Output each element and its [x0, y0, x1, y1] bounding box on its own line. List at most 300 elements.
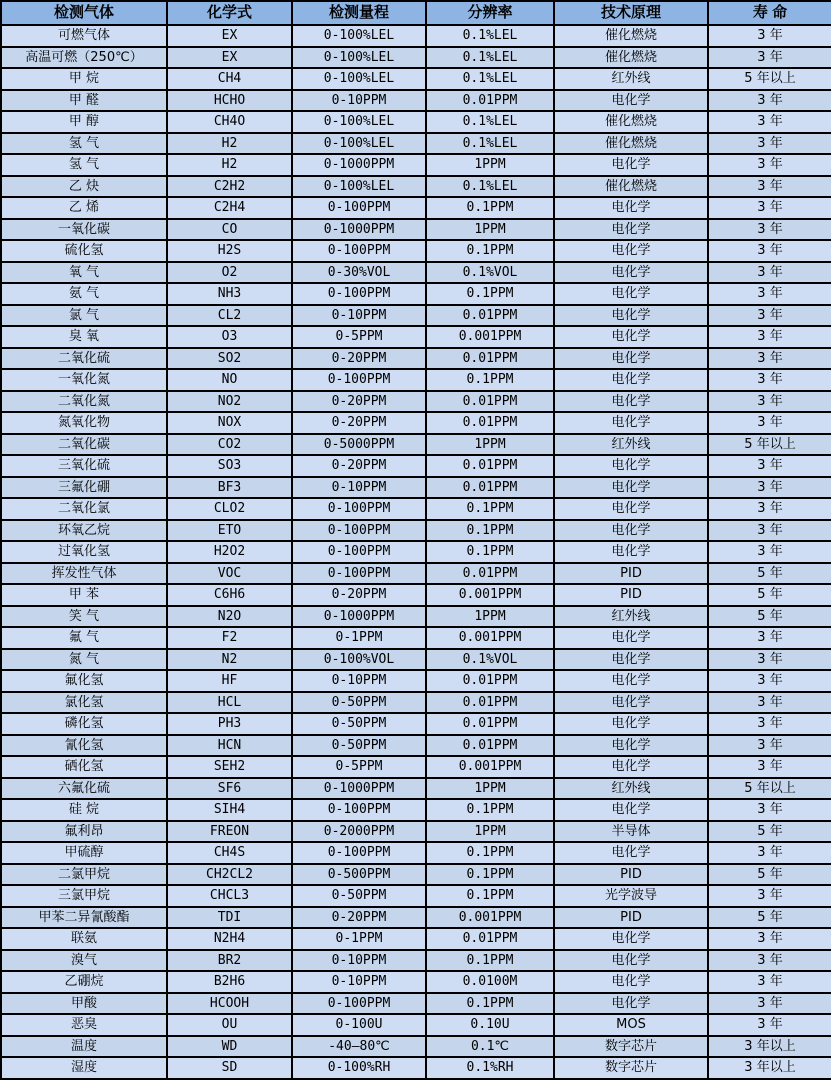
cell-resolution: 0.1PPM: [426, 283, 554, 305]
cell-resolution: 1PPM: [426, 778, 554, 800]
cell-resolution: 0.1%VOL: [426, 262, 554, 284]
cell-chemical-formula: O3: [167, 326, 292, 348]
cell-tech-principle: 电化学: [554, 799, 708, 821]
table-row: [1, 563, 831, 585]
cell-chemical-formula: CO2: [167, 434, 292, 456]
cell-lifespan: 3 年: [708, 305, 831, 327]
cell-tech-principle: 催化燃烧: [554, 25, 708, 47]
table-row: [1, 412, 831, 434]
cell-lifespan: 3 年: [708, 154, 831, 176]
cell-gas-name: 氟化氢: [1, 670, 167, 692]
cell-gas-name: 二氧化氮: [1, 391, 167, 413]
cell-tech-principle: 电化学: [554, 993, 708, 1015]
cell-gas-name: 湿度: [1, 1057, 167, 1079]
cell-detection-range: 0-2000PPM: [292, 821, 426, 843]
cell-chemical-formula: C2H2: [167, 176, 292, 198]
cell-lifespan: 3 年: [708, 133, 831, 155]
cell-lifespan: 5 年以上: [708, 778, 831, 800]
table-row: [1, 133, 831, 155]
cell-gas-name: 氯化氢: [1, 692, 167, 714]
cell-detection-range: 0-100%LEL: [292, 133, 426, 155]
cell-lifespan: 3 年: [708, 735, 831, 757]
cell-resolution: 1PPM: [426, 154, 554, 176]
cell-lifespan: 3 年: [708, 326, 831, 348]
cell-resolution: 1PPM: [426, 606, 554, 628]
cell-lifespan: 3 年: [708, 412, 831, 434]
cell-resolution: 0.0100M: [426, 971, 554, 993]
cell-lifespan: 3 年: [708, 692, 831, 714]
cell-lifespan: 3 年: [708, 197, 831, 219]
cell-chemical-formula: PH3: [167, 713, 292, 735]
table-row: [1, 928, 831, 950]
cell-gas-name: 笑 气: [1, 606, 167, 628]
cell-lifespan: 3 年: [708, 176, 831, 198]
cell-chemical-formula: FREON: [167, 821, 292, 843]
cell-resolution: 0.001PPM: [426, 584, 554, 606]
table-row: [1, 735, 831, 757]
cell-resolution: 0.01PPM: [426, 713, 554, 735]
cell-tech-principle: MOS: [554, 1014, 708, 1036]
cell-detection-range: 0-10PPM: [292, 90, 426, 112]
cell-tech-principle: 红外线: [554, 606, 708, 628]
cell-lifespan: 3 年: [708, 455, 831, 477]
cell-detection-range: 0-100%LEL: [292, 176, 426, 198]
cell-chemical-formula: CO: [167, 219, 292, 241]
cell-chemical-formula: CH4: [167, 68, 292, 90]
cell-tech-principle: PID: [554, 864, 708, 886]
cell-resolution: 0.001PPM: [426, 326, 554, 348]
cell-tech-principle: 电化学: [554, 391, 708, 413]
cell-gas-name: 氢 气: [1, 133, 167, 155]
cell-gas-name: 乙 炔: [1, 176, 167, 198]
table-row: [1, 821, 831, 843]
table-row: [1, 176, 831, 198]
cell-detection-range: 0-20PPM: [292, 391, 426, 413]
cell-resolution: 0.1PPM: [426, 498, 554, 520]
cell-resolution: 0.01PPM: [426, 670, 554, 692]
cell-resolution: 0.1PPM: [426, 950, 554, 972]
cell-lifespan: 3 年: [708, 670, 831, 692]
cell-gas-name: 氰化氢: [1, 735, 167, 757]
cell-lifespan: 5 年: [708, 864, 831, 886]
cell-chemical-formula: TDI: [167, 907, 292, 929]
cell-gas-name: 环氧乙烷: [1, 520, 167, 542]
cell-chemical-formula: CHCL3: [167, 885, 292, 907]
cell-detection-range: 0-50PPM: [292, 692, 426, 714]
cell-tech-principle: 电化学: [554, 842, 708, 864]
cell-tech-principle: 红外线: [554, 434, 708, 456]
table-row: [1, 649, 831, 671]
cell-gas-name: 乙 烯: [1, 197, 167, 219]
cell-lifespan: 3 年: [708, 240, 831, 262]
table-row: [1, 541, 831, 563]
table-row: [1, 90, 831, 112]
table-row: [1, 993, 831, 1015]
cell-resolution: 0.01PPM: [426, 305, 554, 327]
cell-tech-principle: 电化学: [554, 305, 708, 327]
cell-detection-range: 0-1PPM: [292, 627, 426, 649]
cell-lifespan: 3 年: [708, 348, 831, 370]
table-row: [1, 283, 831, 305]
cell-detection-range: 0-100PPM: [292, 369, 426, 391]
cell-resolution: 0.01PPM: [426, 455, 554, 477]
cell-lifespan: 3 年: [708, 713, 831, 735]
cell-tech-principle: 红外线: [554, 778, 708, 800]
cell-lifespan: 3 年: [708, 111, 831, 133]
table-row: [1, 799, 831, 821]
cell-chemical-formula: EX: [167, 47, 292, 69]
cell-chemical-formula: ETO: [167, 520, 292, 542]
cell-lifespan: 5 年: [708, 907, 831, 929]
cell-detection-range: 0-30%VOL: [292, 262, 426, 284]
cell-detection-range: 0-5PPM: [292, 756, 426, 778]
cell-chemical-formula: NH3: [167, 283, 292, 305]
cell-chemical-formula: VOC: [167, 563, 292, 585]
table-row: [1, 25, 831, 47]
cell-detection-range: 0-5000PPM: [292, 434, 426, 456]
cell-gas-name: 氢 气: [1, 154, 167, 176]
cell-detection-range: 0-10PPM: [292, 670, 426, 692]
cell-chemical-formula: CH4O: [167, 111, 292, 133]
cell-chemical-formula: CH2CL2: [167, 864, 292, 886]
cell-tech-principle: PID: [554, 584, 708, 606]
cell-resolution: 0.001PPM: [426, 756, 554, 778]
table-row: [1, 68, 831, 90]
table-row: [1, 885, 831, 907]
cell-detection-range: 0-50PPM: [292, 885, 426, 907]
cell-lifespan: 3 年以上: [708, 1057, 831, 1079]
cell-detection-range: 0-100PPM: [292, 541, 426, 563]
cell-resolution: 1PPM: [426, 821, 554, 843]
cell-lifespan: 3 年: [708, 283, 831, 305]
cell-chemical-formula: F2: [167, 627, 292, 649]
cell-detection-range: 0-100%LEL: [292, 47, 426, 69]
cell-resolution: 0.01PPM: [426, 90, 554, 112]
cell-tech-principle: 电化学: [554, 928, 708, 950]
cell-tech-principle: 电化学: [554, 348, 708, 370]
cell-tech-principle: 电化学: [554, 154, 708, 176]
cell-resolution: 0.1PPM: [426, 842, 554, 864]
cell-gas-name: 三氟化硼: [1, 477, 167, 499]
cell-resolution: 0.01PPM: [426, 692, 554, 714]
cell-tech-principle: 电化学: [554, 498, 708, 520]
cell-chemical-formula: CH4S: [167, 842, 292, 864]
cell-tech-principle: PID: [554, 907, 708, 929]
table-row: [1, 584, 831, 606]
cell-lifespan: 3 年: [708, 541, 831, 563]
cell-detection-range: 0-100%LEL: [292, 68, 426, 90]
cell-tech-principle: 电化学: [554, 971, 708, 993]
cell-detection-range: 0-100PPM: [292, 283, 426, 305]
cell-gas-name: 一氧化氮: [1, 369, 167, 391]
cell-chemical-formula: SO2: [167, 348, 292, 370]
cell-resolution: 0.1℃: [426, 1036, 554, 1058]
cell-gas-name: 甲 烷: [1, 68, 167, 90]
cell-chemical-formula: HF: [167, 670, 292, 692]
cell-tech-principle: 光学波导: [554, 885, 708, 907]
cell-tech-principle: 催化燃烧: [554, 111, 708, 133]
cell-lifespan: 5 年: [708, 563, 831, 585]
table-row: [1, 154, 831, 176]
cell-tech-principle: 电化学: [554, 756, 708, 778]
table-row: [1, 1014, 831, 1036]
cell-gas-name: 甲 苯: [1, 584, 167, 606]
cell-lifespan: 3 年以上: [708, 1036, 831, 1058]
cell-gas-name: 乙硼烷: [1, 971, 167, 993]
cell-tech-principle: 电化学: [554, 197, 708, 219]
cell-chemical-formula: SEH2: [167, 756, 292, 778]
cell-detection-range: 0-100%VOL: [292, 649, 426, 671]
cell-resolution: 0.1PPM: [426, 864, 554, 886]
cell-tech-principle: 电化学: [554, 455, 708, 477]
cell-lifespan: 5 年: [708, 821, 831, 843]
cell-detection-range: 0-100U: [292, 1014, 426, 1036]
cell-detection-range: 0-5PPM: [292, 326, 426, 348]
cell-lifespan: 3 年: [708, 627, 831, 649]
column-header-gas: 检测气体: [1, 1, 167, 25]
cell-detection-range: 0-500PPM: [292, 864, 426, 886]
cell-chemical-formula: SD: [167, 1057, 292, 1079]
cell-detection-range: 0-100PPM: [292, 240, 426, 262]
table-row: [1, 864, 831, 886]
cell-lifespan: 3 年: [708, 842, 831, 864]
table-row: [1, 1036, 831, 1058]
cell-gas-name: 二氧化氯: [1, 498, 167, 520]
cell-gas-name: 溴气: [1, 950, 167, 972]
cell-gas-name: 高温可燃（250℃）: [1, 47, 167, 69]
cell-chemical-formula: N2: [167, 649, 292, 671]
cell-detection-range: 0-1000PPM: [292, 219, 426, 241]
cell-resolution: 0.1%VOL: [426, 649, 554, 671]
table-row: [1, 692, 831, 714]
cell-lifespan: 5 年以上: [708, 68, 831, 90]
cell-tech-principle: 红外线: [554, 68, 708, 90]
cell-chemical-formula: H2O2: [167, 541, 292, 563]
cell-detection-range: 0-100PPM: [292, 799, 426, 821]
table-row: [1, 391, 831, 413]
cell-gas-name: 三氧化硫: [1, 455, 167, 477]
table-row: [1, 240, 831, 262]
cell-detection-range: 0-10PPM: [292, 950, 426, 972]
cell-gas-name: 氧 气: [1, 262, 167, 284]
cell-tech-principle: 电化学: [554, 412, 708, 434]
cell-gas-name: 一氧化碳: [1, 219, 167, 241]
cell-lifespan: 3 年: [708, 477, 831, 499]
cell-detection-range: 0-20PPM: [292, 584, 426, 606]
cell-tech-principle: 电化学: [554, 283, 708, 305]
table-row: [1, 842, 831, 864]
table-row: [1, 326, 831, 348]
cell-tech-principle: 催化燃烧: [554, 47, 708, 69]
cell-tech-principle: 电化学: [554, 219, 708, 241]
cell-detection-range: 0-1PPM: [292, 928, 426, 950]
cell-lifespan: 3 年: [708, 90, 831, 112]
table-row: [1, 455, 831, 477]
cell-lifespan: 3 年: [708, 993, 831, 1015]
cell-chemical-formula: WD: [167, 1036, 292, 1058]
cell-tech-principle: 电化学: [554, 692, 708, 714]
cell-resolution: 0.1%LEL: [426, 111, 554, 133]
cell-tech-principle: 电化学: [554, 735, 708, 757]
cell-lifespan: 3 年: [708, 25, 831, 47]
cell-resolution: 0.1PPM: [426, 240, 554, 262]
cell-detection-range: 0-100PPM: [292, 993, 426, 1015]
cell-tech-principle: 电化学: [554, 649, 708, 671]
table-row: [1, 305, 831, 327]
cell-chemical-formula: NOX: [167, 412, 292, 434]
cell-tech-principle: 催化燃烧: [554, 133, 708, 155]
cell-gas-name: 温度: [1, 1036, 167, 1058]
cell-gas-name: 硒化氢: [1, 756, 167, 778]
table-row: [1, 950, 831, 972]
cell-chemical-formula: N2H4: [167, 928, 292, 950]
cell-lifespan: 3 年: [708, 885, 831, 907]
cell-lifespan: 3 年: [708, 950, 831, 972]
cell-gas-name: 六氟化硫: [1, 778, 167, 800]
table-row: [1, 348, 831, 370]
cell-lifespan: 5 年以上: [708, 434, 831, 456]
table-row: [1, 369, 831, 391]
cell-gas-name: 甲硫醇: [1, 842, 167, 864]
cell-resolution: 0.01PPM: [426, 735, 554, 757]
cell-resolution: 0.1%LEL: [426, 68, 554, 90]
cell-resolution: 0.1PPM: [426, 993, 554, 1015]
cell-lifespan: 5 年: [708, 606, 831, 628]
cell-chemical-formula: NO: [167, 369, 292, 391]
cell-resolution: 0.1PPM: [426, 799, 554, 821]
cell-resolution: 0.01PPM: [426, 412, 554, 434]
cell-resolution: 0.1PPM: [426, 520, 554, 542]
cell-tech-principle: 电化学: [554, 713, 708, 735]
table-row: [1, 627, 831, 649]
cell-gas-name: 硅 烷: [1, 799, 167, 821]
cell-detection-range: 0-1000PPM: [292, 778, 426, 800]
cell-gas-name: 氟利昂: [1, 821, 167, 843]
cell-detection-range: 0-100%LEL: [292, 111, 426, 133]
cell-gas-name: 联氨: [1, 928, 167, 950]
cell-gas-name: 甲苯二异氰酸酯: [1, 907, 167, 929]
cell-resolution: 0.1%LEL: [426, 133, 554, 155]
table-row: [1, 778, 831, 800]
cell-tech-principle: 电化学: [554, 520, 708, 542]
cell-detection-range: 0-10PPM: [292, 477, 426, 499]
cell-chemical-formula: H2: [167, 154, 292, 176]
cell-chemical-formula: HCL: [167, 692, 292, 714]
cell-tech-principle: 电化学: [554, 369, 708, 391]
cell-lifespan: 3 年: [708, 219, 831, 241]
cell-tech-principle: 电化学: [554, 670, 708, 692]
cell-detection-range: 0-10PPM: [292, 305, 426, 327]
cell-resolution: 0.01PPM: [426, 928, 554, 950]
cell-gas-name: 二氧化碳: [1, 434, 167, 456]
cell-detection-range: 0-100PPM: [292, 563, 426, 585]
table-row: [1, 434, 831, 456]
cell-gas-name: 甲酸: [1, 993, 167, 1015]
cell-resolution: 0.01PPM: [426, 391, 554, 413]
cell-chemical-formula: CLO2: [167, 498, 292, 520]
cell-gas-name: 氨 气: [1, 283, 167, 305]
cell-chemical-formula: B2H6: [167, 971, 292, 993]
cell-lifespan: 5 年: [708, 584, 831, 606]
cell-detection-range: 0-1000PPM: [292, 606, 426, 628]
cell-tech-principle: 电化学: [554, 90, 708, 112]
cell-chemical-formula: SF6: [167, 778, 292, 800]
cell-resolution: 0.1%LEL: [426, 47, 554, 69]
cell-gas-name: 挥发性气体: [1, 563, 167, 585]
cell-detection-range: 0-20PPM: [292, 412, 426, 434]
cell-tech-principle: 电化学: [554, 627, 708, 649]
table-row: [1, 1057, 831, 1079]
table-header-row: [1, 1, 831, 25]
cell-detection-range: 0-100%LEL: [292, 25, 426, 47]
cell-lifespan: 3 年: [708, 498, 831, 520]
cell-resolution: 0.01PPM: [426, 563, 554, 585]
cell-gas-name: 甲 醇: [1, 111, 167, 133]
cell-gas-name: 恶臭: [1, 1014, 167, 1036]
table-row: [1, 971, 831, 993]
cell-tech-principle: 数字芯片: [554, 1057, 708, 1079]
cell-lifespan: 3 年: [708, 369, 831, 391]
cell-chemical-formula: HCOOH: [167, 993, 292, 1015]
table-row: [1, 670, 831, 692]
cell-tech-principle: 电化学: [554, 541, 708, 563]
table-row: [1, 498, 831, 520]
cell-detection-range: 0-50PPM: [292, 735, 426, 757]
cell-resolution: 1PPM: [426, 434, 554, 456]
table-row: [1, 262, 831, 284]
cell-detection-range: 0-20PPM: [292, 348, 426, 370]
cell-detection-range: 0-100PPM: [292, 520, 426, 542]
cell-tech-principle: PID: [554, 563, 708, 585]
cell-chemical-formula: BR2: [167, 950, 292, 972]
cell-tech-principle: 数字芯片: [554, 1036, 708, 1058]
cell-resolution: 0.01PPM: [426, 348, 554, 370]
cell-tech-principle: 催化燃烧: [554, 176, 708, 198]
cell-gas-name: 氮 气: [1, 649, 167, 671]
cell-gas-name: 磷化氢: [1, 713, 167, 735]
cell-gas-name: 臭 氧: [1, 326, 167, 348]
cell-chemical-formula: C6H6: [167, 584, 292, 606]
cell-resolution: 1PPM: [426, 219, 554, 241]
table-row: [1, 756, 831, 778]
cell-resolution: 0.001PPM: [426, 907, 554, 929]
column-header-range: 检测量程: [292, 1, 426, 25]
cell-lifespan: 3 年: [708, 928, 831, 950]
cell-gas-name: 氮氧化物: [1, 412, 167, 434]
cell-chemical-formula: O2: [167, 262, 292, 284]
cell-lifespan: 3 年: [708, 756, 831, 778]
table-row: [1, 907, 831, 929]
cell-gas-name: 氯 气: [1, 305, 167, 327]
cell-detection-range: 0-20PPM: [292, 455, 426, 477]
table-row: [1, 477, 831, 499]
cell-detection-range: -40—80℃: [292, 1036, 426, 1058]
cell-lifespan: 3 年: [708, 391, 831, 413]
cell-lifespan: 3 年: [708, 47, 831, 69]
cell-gas-name: 三氯甲烷: [1, 885, 167, 907]
cell-gas-name: 二氧化硫: [1, 348, 167, 370]
cell-gas-name: 甲 醛: [1, 90, 167, 112]
table-row: [1, 713, 831, 735]
cell-gas-name: 过氧化氢: [1, 541, 167, 563]
cell-chemical-formula: SIH4: [167, 799, 292, 821]
cell-tech-principle: 半导体: [554, 821, 708, 843]
table-row: [1, 47, 831, 69]
cell-chemical-formula: SO3: [167, 455, 292, 477]
cell-lifespan: 3 年: [708, 971, 831, 993]
cell-resolution: 0.1%RH: [426, 1057, 554, 1079]
cell-detection-range: 0-100PPM: [292, 498, 426, 520]
